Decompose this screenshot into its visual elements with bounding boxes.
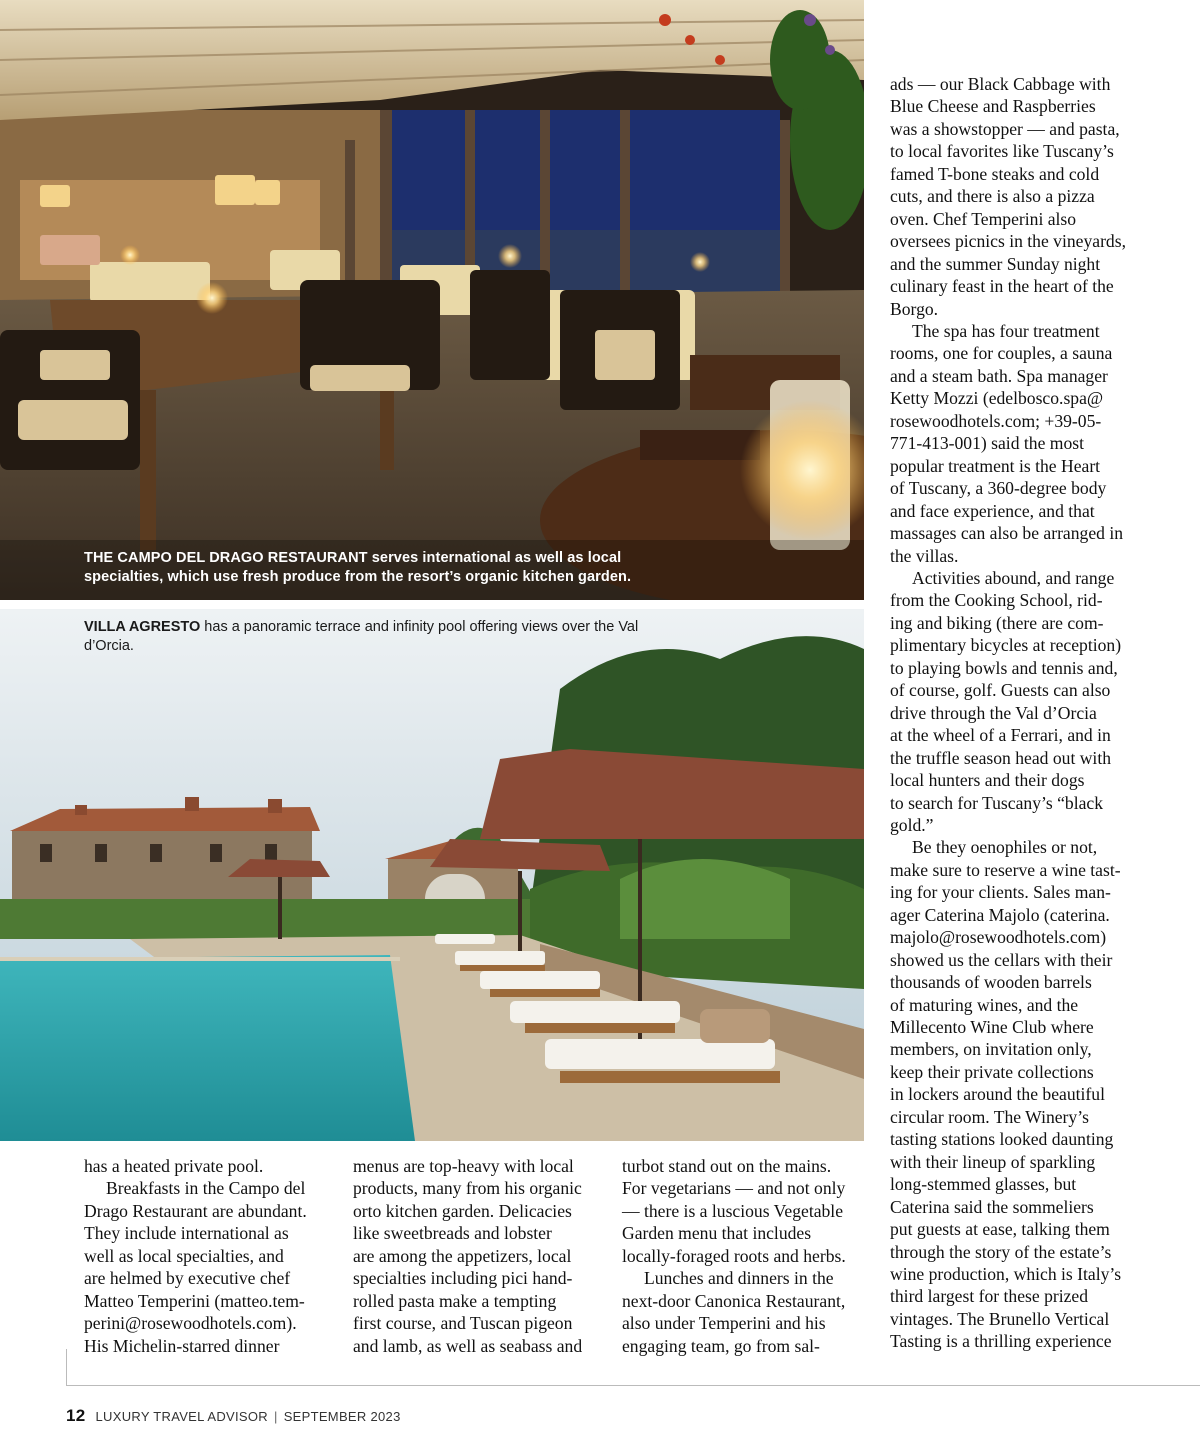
text-line: Matteo Temperini (matteo.tem- — [84, 1290, 305, 1311]
text-line: Lunches and dinners in the — [644, 1268, 834, 1289]
text-line: Caterina said the sommeliers — [890, 1196, 1094, 1217]
text-line: well as local specialties, and — [84, 1245, 284, 1266]
text-line: first course, and Tuscan pigeon — [353, 1313, 573, 1334]
pool-caption-bold: VILLA AGRESTO — [84, 619, 201, 635]
text-line: 771-413-001) said the most — [890, 433, 1084, 454]
text-line: His Michelin-starred dinner — [84, 1335, 280, 1356]
text-line: rolled pasta make a tempting — [353, 1290, 557, 1311]
paragraph — [890, 836, 1152, 1352]
text-line: third largest for these prized — [890, 1286, 1089, 1307]
text-line: circular room. The Winery’s — [890, 1106, 1089, 1127]
text-line: also under Temperini and his — [622, 1313, 826, 1334]
text-line: majolo@rosewoodhotels.com) — [890, 927, 1107, 948]
text-column-4 — [890, 73, 1152, 1353]
pool-caption — [84, 618, 644, 656]
text-line: — there is a luscious Vegetable — [622, 1200, 844, 1221]
text-line: menus are top-heavy with local — [353, 1156, 574, 1176]
text-line: rosewoodhotels.com; +39-05- — [890, 410, 1102, 431]
text-line: rooms, one for couples, a sauna — [890, 343, 1113, 364]
restaurant-caption-bold: THE CAMPO DEL DRAGO RESTAURANT — [84, 550, 368, 566]
text-line: famed T-bone steaks and cold — [890, 163, 1100, 184]
text-line: members, on invitation only, — [890, 1039, 1092, 1060]
footer-vertical-rule — [66, 1349, 67, 1386]
pool-caption-text: has a panoramic terrace and infinity pool offering views over the Val d’Orcia. — [84, 619, 639, 654]
text-line: local hunters and their dogs — [890, 770, 1085, 791]
text-line: make sure to reserve a wine tast- — [890, 859, 1121, 880]
text-line: wine production, which is Italy’s — [890, 1264, 1122, 1285]
paragraph — [622, 1155, 874, 1267]
text-line: Activities abound, and range — [912, 567, 1115, 588]
restaurant-photo — [0, 0, 864, 600]
text-line: turbot stand out on the mains. — [622, 1156, 832, 1176]
paragraph — [84, 1177, 334, 1357]
restaurant-caption — [84, 549, 694, 587]
text-line: Borgo. — [890, 298, 939, 319]
text-line: For vegetarians — and not only — [622, 1178, 846, 1199]
text-line: long-stemmed glasses, but — [890, 1174, 1077, 1195]
text-line: tasting stations looked daunting — [890, 1129, 1114, 1150]
text-line: ads — our Black Cabbage with — [890, 74, 1111, 94]
text-line: gold.” — [890, 814, 934, 835]
text-line: and face experience, and that — [890, 500, 1095, 521]
text-line: locally-foraged roots and herbs. — [622, 1245, 846, 1266]
text-column-2 — [353, 1155, 605, 1357]
text-line: culinary feast in the heart of the — [890, 276, 1114, 297]
text-line: and a steam bath. Spa manager — [890, 365, 1108, 386]
text-line: to playing bowls and tennis and, — [890, 657, 1118, 678]
text-line: specialties including pici hand- — [353, 1268, 573, 1289]
text-line: showed us the cellars with their — [890, 949, 1113, 970]
footer-rule — [66, 1385, 1200, 1386]
paragraph — [622, 1267, 874, 1357]
text-line: Tasting is a thrilling experience — [890, 1331, 1112, 1352]
text-line: ing and biking (there are com- — [890, 612, 1104, 633]
text-line: cuts, and there is also a pizza — [890, 186, 1095, 207]
page-footer — [66, 1406, 401, 1426]
text-line: orto kitchen garden. Delicacies — [353, 1200, 572, 1221]
text-line: of Tuscany, a 360-degree body — [890, 478, 1107, 499]
text-line: the villas. — [890, 545, 959, 566]
text-line: are among the appetizers, local — [353, 1245, 572, 1266]
text-line: perini@rosewoodhotels.com). — [84, 1313, 297, 1334]
text-line: products, many from his organic — [353, 1178, 582, 1199]
footer-separator: | — [274, 1409, 278, 1424]
text-line: The spa has four treatment — [912, 320, 1100, 341]
text-line: engaging team, go from sal- — [622, 1335, 820, 1356]
text-line: Be they oenophiles or not, — [912, 837, 1098, 858]
text-line: plimentary bicycles at reception) — [890, 635, 1122, 656]
text-line: the truffle season head out with — [890, 747, 1112, 768]
text-line: Garden menu that includes — [622, 1223, 812, 1244]
text-line: ing for your clients. Sales man- — [890, 882, 1111, 903]
paragraph — [353, 1155, 605, 1357]
text-line: from the Cooking School, rid- — [890, 590, 1103, 611]
text-line: Ketty Mozzi (edelbosco.spa@ — [890, 388, 1104, 409]
text-line: thousands of wooden barrels — [890, 972, 1092, 993]
text-column-3 — [622, 1155, 874, 1357]
text-line: and the summer Sunday night — [890, 253, 1101, 274]
text-line: are helmed by executive chef — [84, 1268, 291, 1289]
text-line: popular treatment is the Heart — [890, 455, 1101, 476]
paragraph — [890, 73, 1152, 320]
text-line: oven. Chef Temperini also — [890, 208, 1077, 229]
text-line: of course, golf. Guests can also — [890, 680, 1111, 701]
text-line: oversees picnics in the vineyards, — [890, 231, 1126, 252]
text-line: to search for Tuscany’s “black — [890, 792, 1104, 813]
text-line: They include international as — [84, 1223, 289, 1244]
text-line: vintages. The Brunello Vertical — [890, 1308, 1110, 1329]
pool-photo — [0, 609, 864, 1141]
text-line: Drago Restaurant are abundant. — [84, 1200, 307, 1221]
text-line: in lockers around the beautiful — [890, 1084, 1105, 1105]
restaurant-caption-text: serves international as well as local specialties, which use fresh produce from the resort’s organic kitchen garden. — [84, 550, 632, 585]
publication-name: LUXURY TRAVEL ADVISOR — [95, 1409, 268, 1424]
text-line: ager Caterina Majolo (caterina. — [890, 904, 1110, 925]
paragraph — [890, 567, 1152, 836]
text-line: Millecento Wine Club where — [890, 1017, 1094, 1038]
text-line: has a heated private pool. — [84, 1156, 264, 1176]
issue-date: SEPTEMBER 2023 — [283, 1409, 401, 1424]
paragraph — [890, 320, 1152, 567]
text-line: to local favorites like Tuscany’s — [890, 141, 1114, 162]
text-line: at the wheel of a Ferrari, and in — [890, 725, 1111, 746]
text-line: keep their private collections — [890, 1061, 1094, 1082]
text-line: and lamb, as well as seabass and — [353, 1335, 583, 1356]
text-line: like sweetbreads and lobster — [353, 1223, 552, 1244]
text-line: drive through the Val d’Orcia — [890, 702, 1097, 723]
text-column-1 — [84, 1155, 334, 1357]
text-line: was a showstopper — and pasta, — [890, 118, 1120, 139]
text-line: Blue Cheese and Raspberries — [890, 96, 1096, 117]
text-line: massages can also be arranged in — [890, 523, 1124, 544]
text-line: with their lineup of sparkling — [890, 1151, 1096, 1172]
text-line: through the story of the estate’s — [890, 1241, 1112, 1262]
paragraph — [84, 1155, 334, 1177]
text-line: of maturing wines, and the — [890, 994, 1079, 1015]
page-number: 12 — [66, 1406, 86, 1425]
text-line: next-door Canonica Restaurant, — [622, 1290, 846, 1311]
text-line: Breakfasts in the Campo del — [106, 1178, 306, 1199]
text-line: put guests at ease, talking them — [890, 1219, 1110, 1240]
